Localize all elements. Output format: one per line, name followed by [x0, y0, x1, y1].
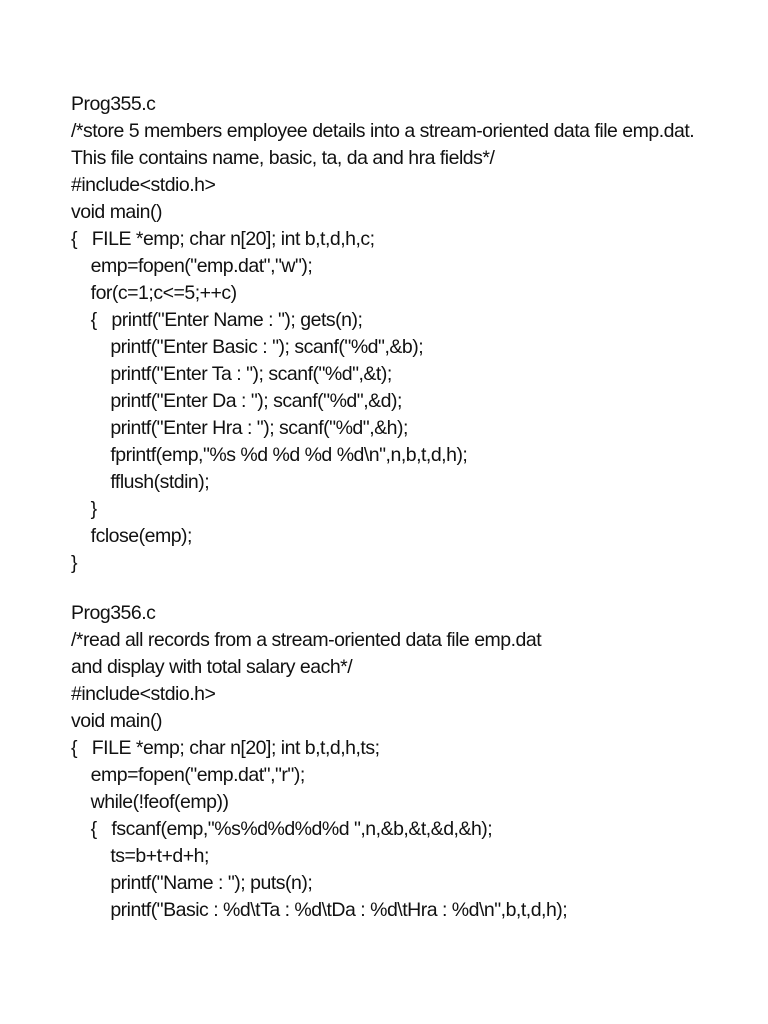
code-line: printf("Name : "); puts(n);: [71, 872, 313, 894]
code-line: fflush(stdin);: [71, 471, 210, 493]
code-line: fclose(emp);: [71, 525, 192, 547]
code-line: emp=fopen("emp.dat","w");: [71, 255, 313, 277]
code-comment-line: /*store 5 members employee details into a stream-oriented data file emp.dat.: [71, 120, 695, 142]
code-line: printf("Basic : %d\tTa : %d\tDa : %d\tHra : %d\n",b,t,d,h);: [71, 899, 568, 921]
code-line: ts=b+t+d+h;: [71, 845, 209, 867]
program-title: Prog355.c: [71, 93, 156, 115]
code-line: emp=fopen("emp.dat","r");: [71, 764, 305, 786]
code-line: printf("Enter Hra : "); scanf("%d",&h);: [71, 417, 408, 439]
code-line: printf("Enter Da : "); scanf("%d",&d);: [71, 390, 402, 412]
code-comment-line: /*read all records from a stream-oriented data file emp.dat: [71, 629, 542, 651]
code-line: { FILE *emp; char n[20]; int b,t,d,h,c;: [71, 228, 375, 250]
code-line: printf("Enter Basic : "); scanf("%d",&b);: [71, 336, 424, 358]
code-comment-line: This file contains name, basic, ta, da and hra fields*/: [71, 147, 495, 169]
program-block-prog356: [71, 600, 761, 924]
code-line: { printf("Enter Name : "); gets(n);: [71, 309, 363, 331]
code-comment-line: and display with total salary each*/: [71, 656, 353, 678]
code-main-signature: void main(): [71, 710, 162, 732]
program-title: Prog356.c: [71, 602, 156, 624]
code-line: }: [71, 552, 78, 574]
code-line: }: [71, 498, 97, 520]
code-include-line: #include<stdio.h>: [71, 174, 216, 196]
code-line: fprintf(emp,"%s %d %d %d %d\n",n,b,t,d,h);: [71, 444, 468, 466]
code-line: while(!feof(emp)): [71, 791, 229, 813]
code-line: for(c=1;c<=5;++c): [71, 282, 237, 304]
code-line: { fscanf(emp,"%s%d%d%d%d ",n,&b,&t,&d,&h);: [71, 818, 493, 840]
code-line: { FILE *emp; char n[20]; int b,t,d,h,ts;: [71, 737, 380, 759]
code-include-line: #include<stdio.h>: [71, 683, 216, 705]
code-line: printf("Enter Ta : "); scanf("%d",&t);: [71, 363, 392, 385]
code-main-signature: void main(): [71, 201, 162, 223]
program-block-prog355: [71, 91, 761, 577]
